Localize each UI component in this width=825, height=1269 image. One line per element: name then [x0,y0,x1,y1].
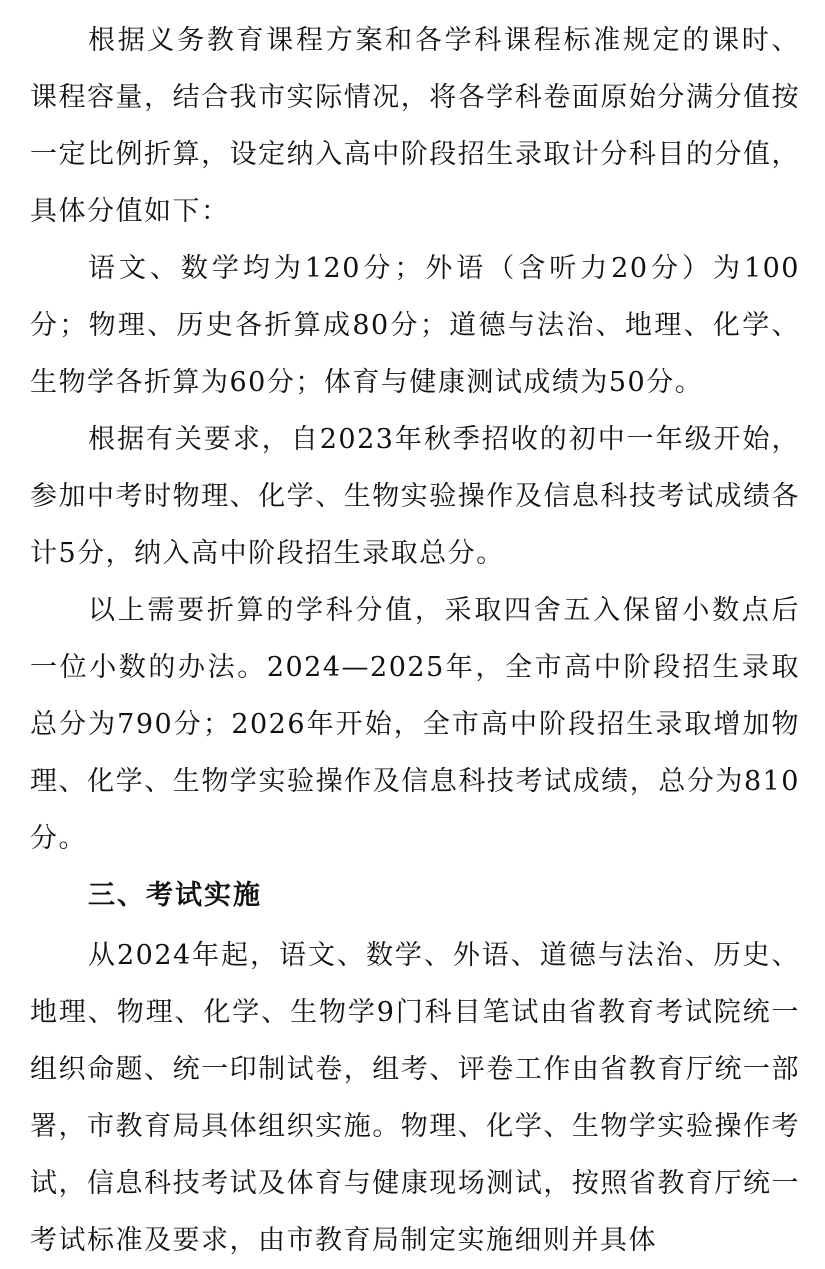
paragraph-exam-implementation: 从2024年起，语文、数学、外语、道德与法治、历史、地理、物理、化学、生物学9门科目笔试由省教育考试院统一组织命题、统一印制试卷，组考、评卷工作由省教育厅统一部署，市教育局具体组织实施。物理、化学、生物学实验操作考试，信息科技考试及体育与健康现场测试，按照省教育厅统一考试标准及要求，由市教育局制定实施细则并具体 [30,940,800,1256]
paragraph-score-setting: 根据义务教育课程方案和各学科课程标准规定的课时、课程容量，结合我市实际情况，将各学科卷面原始分满分值按一定比例折算，设定纳入高中阶段招生录取计分科目的分值，具体分值如下： [30,25,800,227]
paragraph-lab-scores: 根据有关要求，自2023年秋季招收的初中一年级开始，参加中考时物理、化学、生物实验操作及信息科技考试成绩各计5分，纳入高中阶段招生录取总分。 [30,424,800,569]
section-heading-exam-implementation: 三、考试实施 [88,880,262,911]
document-page [30,12,800,1269]
paragraph-total-scores: 以上需要折算的学科分值，采取四舍五入保留小数点后一位小数的办法。2024—2025年，全市高中阶段招生录取总分为790分；2026年开始，全市高中阶段招生录取增加物理、化学、生物学实验操作及信息科技考试成绩，总分为810分。 [30,595,800,854]
paragraph-subject-scores: 语文、数学均为120分；外语（含听力20分）为100分；物理、历史各折算成80分；道德与法治、地理、化学、生物学各折算为60分；体育与健康测试成绩为50分。 [30,253,800,398]
